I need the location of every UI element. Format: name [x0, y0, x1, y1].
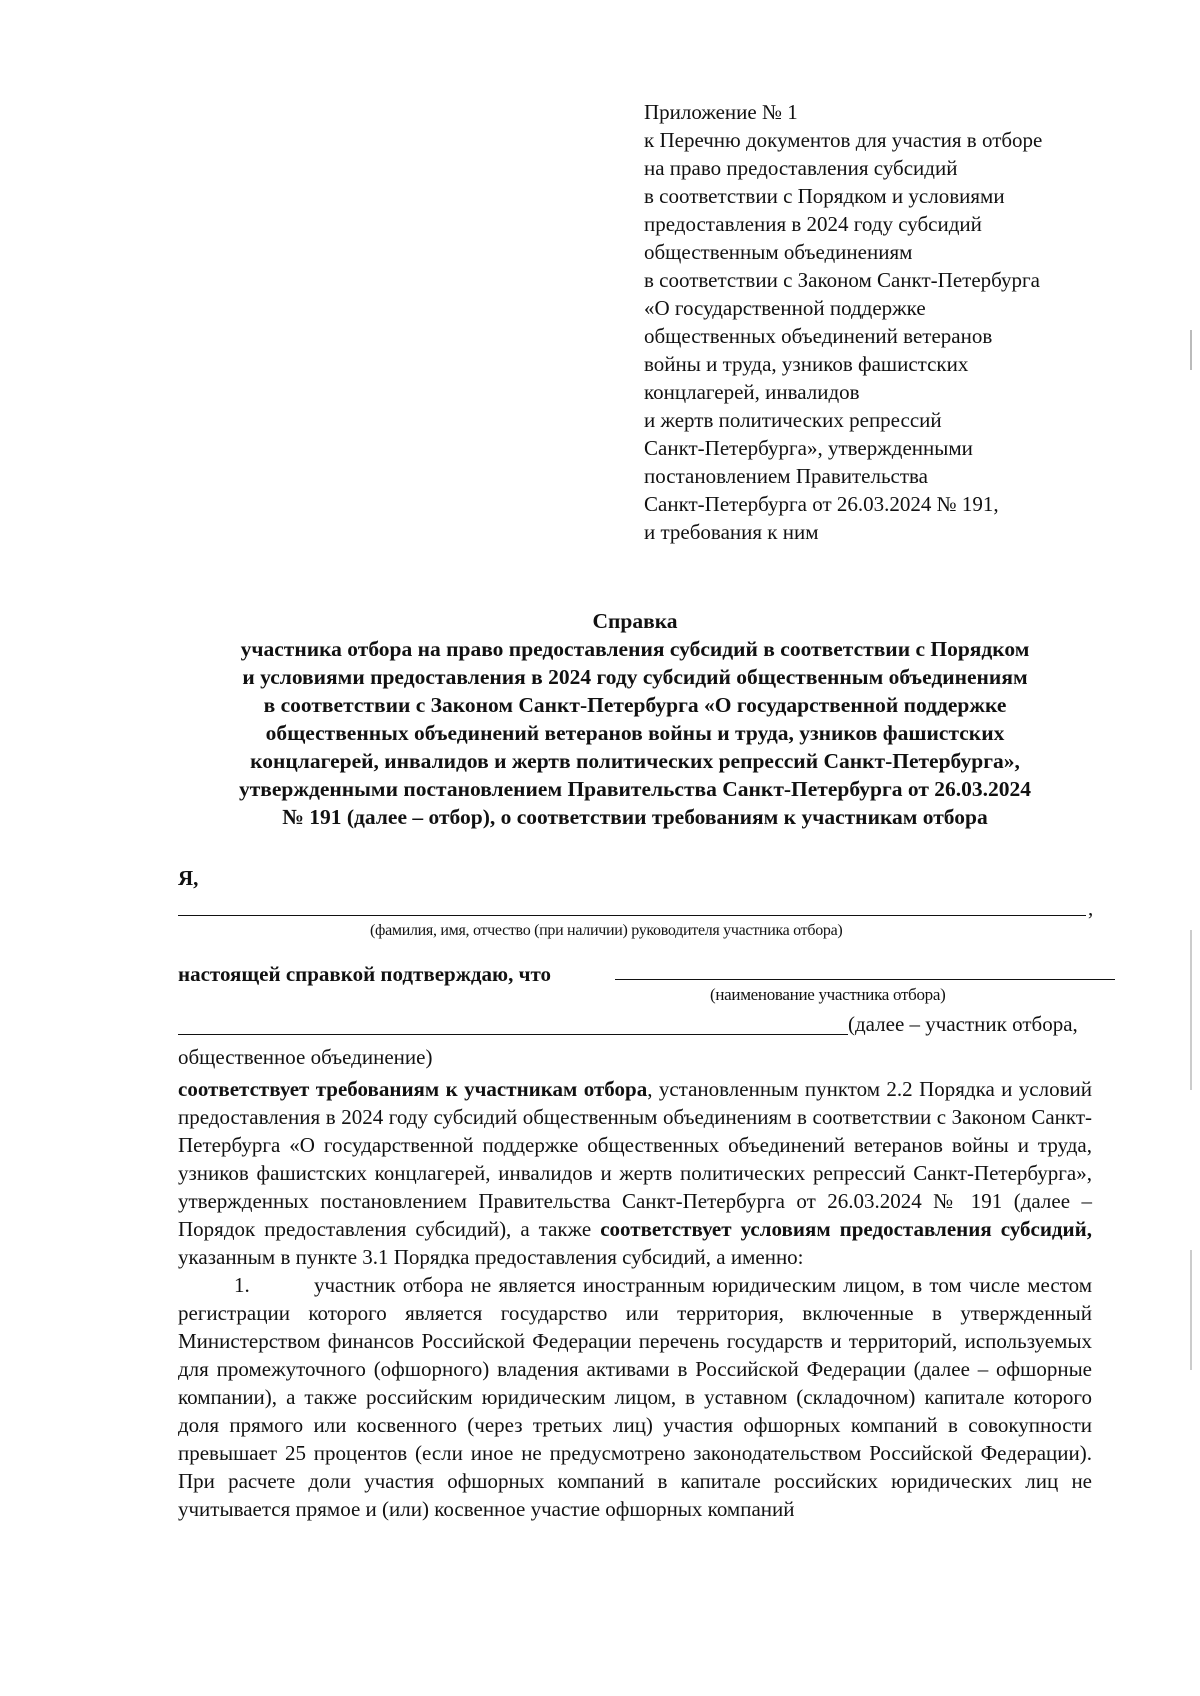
- confirm-label: настоящей справкой подтверждаю, что: [178, 962, 551, 986]
- scan-artifact: [1190, 930, 1192, 1090]
- appendix-line: Санкт-Петербурга от 26.03.2024 № 191,: [644, 492, 999, 516]
- document-title: [170, 607, 1100, 831]
- title-line: утвержденными постановлением Правительства Санкт-Петербурга от 26.03.2024: [238, 777, 1032, 801]
- appendix-line: общественным объединениям: [644, 240, 913, 264]
- title-line: № 191 (далее – отбор), о соответствии требованиям к участникам отбора: [282, 805, 988, 829]
- after-line-text-2: общественное объединение): [178, 1045, 433, 1069]
- appendix-line: войны и труда, узников фашистских: [644, 352, 969, 376]
- scan-artifact: [1190, 1250, 1192, 1370]
- list-item-1: [178, 1271, 1092, 1523]
- appendix-line: и требования к ним: [644, 520, 819, 544]
- participant-name-line-2[interactable]: [178, 1034, 848, 1035]
- fio-blank-line[interactable]: [178, 915, 1086, 916]
- appendix-line: «О государственной поддержке: [644, 296, 926, 320]
- participant-name-line[interactable]: [615, 979, 1115, 980]
- bold-requirements: соответствует требованиям к участникам отбора: [178, 1077, 648, 1101]
- fio-caption: (фамилия, имя, отчество (при наличии) руководителя участника отбора): [370, 922, 843, 939]
- appendix-line: в соответствии с Законом Санкт-Петербурга: [644, 268, 1040, 292]
- participant-name-caption: (наименование участника отбора): [710, 985, 946, 1004]
- title-line: участника отбора на право предоставления субсидий в соответствии с Порядком: [240, 637, 1030, 661]
- ya-label: Я,: [178, 866, 199, 890]
- fio-comma: ,: [1088, 896, 1094, 920]
- title-heading: Справка: [592, 609, 678, 633]
- appendix-header: [644, 98, 1114, 546]
- appendix-line: и жертв политических репрессий: [644, 408, 942, 432]
- bold-conditions: соответствует условиям предоставления субсидий,: [600, 1217, 1092, 1241]
- title-line: концлагерей, инвалидов и жертв политических репрессий Санкт-Петербурга»,: [250, 749, 1020, 773]
- appendix-line: общественных объединений ветеранов: [644, 324, 993, 348]
- title-line: в соответствии с Законом Санкт-Петербурга «О государственной поддержке: [263, 693, 1007, 717]
- appendix-line: концлагерей, инвалидов: [644, 380, 860, 404]
- appendix-line: к Перечню документов для участия в отборе: [644, 128, 1043, 152]
- item-number: 1.: [234, 1273, 250, 1297]
- paragraph-1: [178, 1075, 1092, 1271]
- appendix-line: Санкт-Петербурга», утвержденными: [644, 436, 973, 460]
- body-text: [178, 1075, 1092, 1523]
- appendix-line: на право предоставления субсидий: [644, 156, 958, 180]
- appendix-line: постановлением Правительства: [644, 464, 929, 488]
- scan-artifact: [1190, 330, 1192, 370]
- appendix-line: Приложение № 1: [644, 100, 798, 124]
- appendix-line: предоставления в 2024 году субсидий: [644, 212, 982, 236]
- title-line: общественных объединений ветеранов войны и труда, узников фашистских: [265, 721, 1005, 745]
- after-line-text: (далее – участник отбора,: [848, 1012, 1078, 1036]
- title-line: и условиями предоставления в 2024 году субсидий общественным объединениям: [242, 665, 1028, 689]
- p1-text-2: указанным в пункте 3.1 Порядка предоставления субсидий, а именно:: [178, 1245, 804, 1269]
- p1-text-1: , установленным пунктом 2.2 Порядка и условий предоставления в 2024 году субсидий общественным объединениям в соответствии с Законом Санкт-Петербурга «О государственной поддержке общественных объединений ветеранов войны и труда, узников фашистских концлагерей, инвалидов и жертв политических репрессий Санкт-Петербурга», утвержденных постановлением Правительства Санкт-Петербурга от 26.03.2024 № 191 (далее – Порядок предоставления субсидий), а также: [178, 1077, 1092, 1241]
- item-text: участник отбора не является иностранным юридическим лицом, в том числе местом регистрации которого является государство или территория, включенные в утвержденный Министерством финансов Российской Федерации перечень государств и территорий, используемых для промежуточного (офшорного) владения активами в Российской Федерации (далее – офшорные компании), а также российским юридическим лицом, в уставном (складочном) капитале которого доля прямого или косвенного (через третьих лиц) участия офшорных компаний в совокупности превышает 25 процентов (если иное не предусмотрено законодательством Российской Федерации). При расчете доли участия офшорных компаний в капитале российских юридических лиц не учитывается прямое и (или) косвенное участие офшорных компаний: [178, 1273, 1092, 1521]
- appendix-line: в соответствии с Порядком и условиями: [644, 184, 1005, 208]
